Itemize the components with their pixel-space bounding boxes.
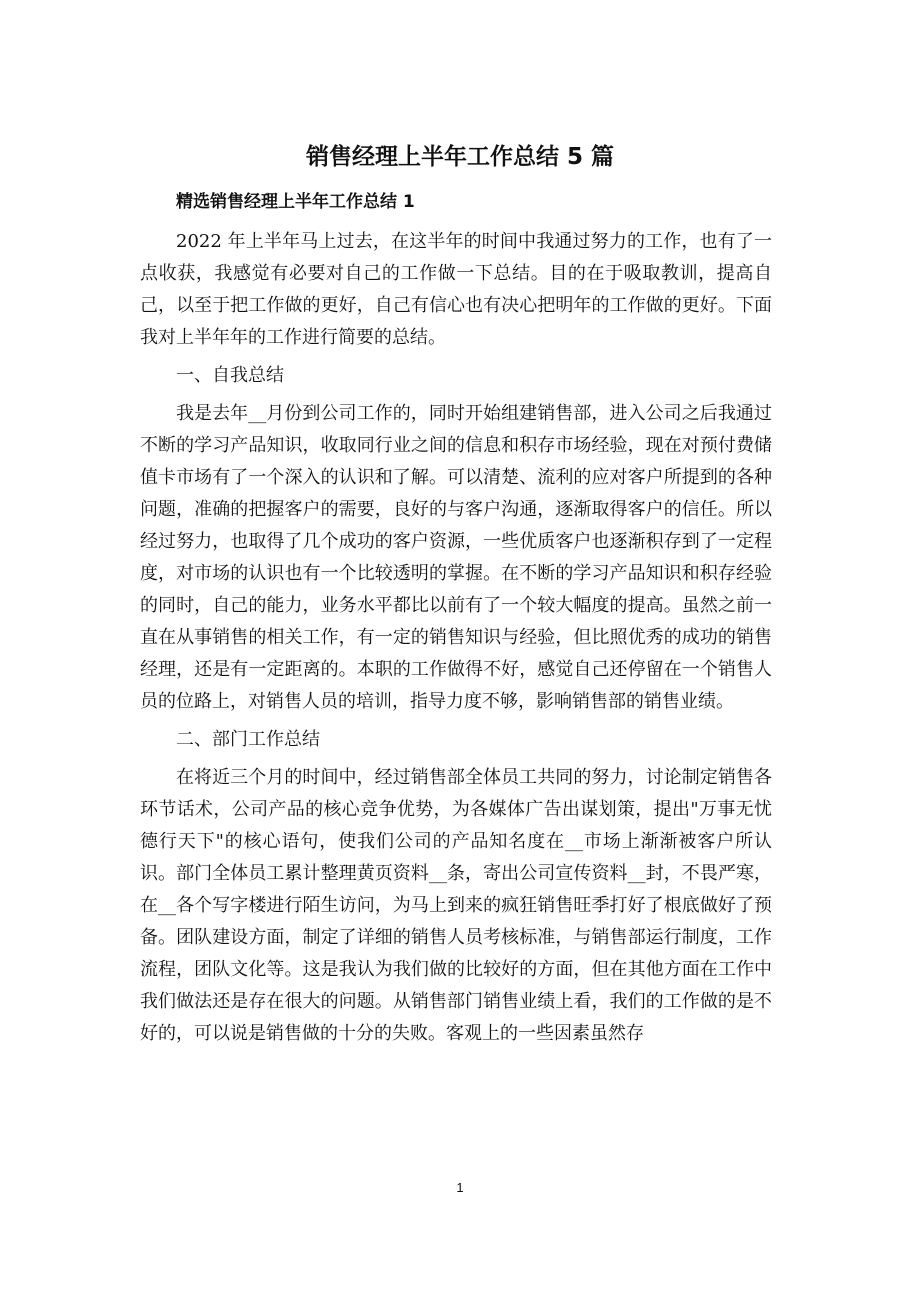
paragraph-department-summary: 在将近三个月的时间中，经过销售部全体员工共同的努力，讨论制定销售各环节话术，公司产品的核心竞争优势，为各媒体广告出谋划策，提出"万事无忧德行天下"的核心语句，使我们公司的产品知名度在__市场上渐渐被客户所认识。部门全体员工累计整理黄页资料__条，寄出公司宣传资料__封，不畏严寒，在__各个写字楼进行陌生访问，为马上到来的疯狂销售旺季打好了根底做好了预备。团队建设方面，制定了详细的销售人员考核标准，与销售部运行制度，工作流程，团队文化等。这是我认为我们做的比较好的方面，但在其他方面在工作中我们做法还是存在很大的问题。从销售部门销售业绩上看，我们的工作做的是不好的，可以说是销售做的十分的失败。客观上的一些因素虽然存 xyxy=(140,767,772,1044)
document-body xyxy=(140,186,772,1056)
paragraph-self-summary: 我是去年__月份到公司工作的，同时开始组建销售部，进入公司之后我通过不断的学习产品知识，收取同行业之间的信息和积存市场经验，现在对预付费储值卡市场有了一个深入的认识和了解。可以清楚、流利的应对客户所提到的各种问题，准确的把握客户的需要，良好的与客户沟通，逐渐取得客户的信任。所以经过努力，也取得了几个成功的客户资源，一些优质客户也逐渐积存到了一定程度，对市场的认识也有一个比较透明的掌握。在不断的学习产品知识和积存经验的同时，自己的能力，业务水平都比以前有了一个较大幅度的提高。虽然之前一直在从事销售的相关工作，有一定的销售知识与经验，但比照优秀的成功的销售经理，还是有一定距离的。本职的工作做得不好，感觉自己还停留在一个销售人员的位路上，对销售人员的培训，指导力度不够，影响销售部的销售业绩。 xyxy=(140,403,772,712)
section-heading-self-summary: 一、自我总结 xyxy=(176,365,284,386)
page-number: 1 xyxy=(456,1180,464,1195)
paragraph-intro: 2022 年上半年马上过去，在这半年的时间中我通过努力的工作，也有了一点收获，我感觉有必要对自己的工作做一下总结。目的在于吸取教训，提高自己，以至于把工作做的更好，自己有信心也有决心把明年的工作做的更好。下面我对上半年年的工作进行简要的总结。 xyxy=(140,231,772,348)
document-title: 销售经理上半年工作总结 5 篇 xyxy=(305,144,615,170)
section-heading-department-summary: 二、部门工作总结 xyxy=(176,729,320,750)
section-subtitle: 精选销售经理上半年工作总结 1 xyxy=(176,192,415,212)
